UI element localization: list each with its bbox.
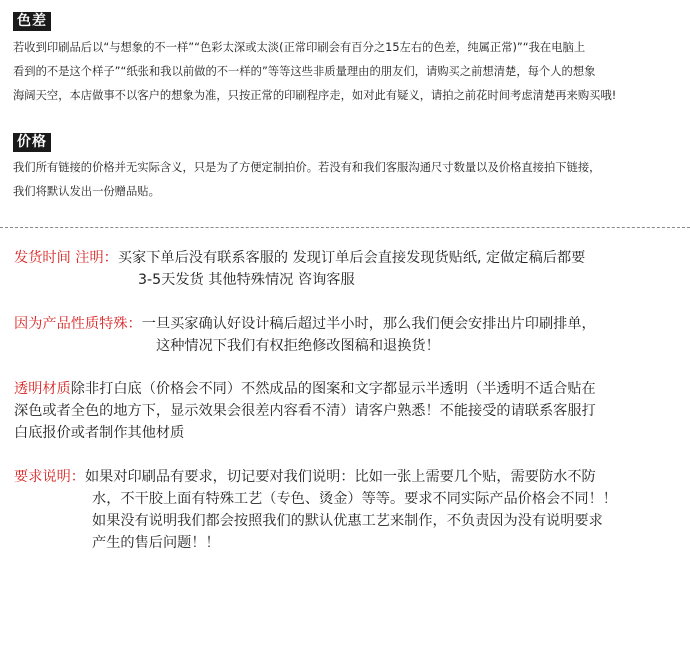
- color-difference-text: [13, 36, 685, 108]
- price-line: 我们所有链接的价格并无实际含义，只是为了方便定制拍价。若没有和我们客服沟通尺寸数量以及价格直接拍下链接，: [13, 161, 601, 174]
- transparent-line: 除非打白底（价格会不同）不然成品的图案和文字都显示半透明（半透明不适合贴在: [70, 381, 596, 397]
- dashed-divider: [0, 227, 690, 228]
- color-difference-tag: 色差: [13, 12, 51, 31]
- requirements-line: 产生的售后问题！！: [92, 535, 220, 551]
- requirements-line: 水，不干胶上面有特殊工艺（专色、烫金）等等。要求不同实际产品价格会不同！！: [92, 491, 617, 507]
- price-tag: 价格: [13, 133, 51, 152]
- requirements-line: 如果没有说明我们都会按照我们的默认优惠工艺来制作，不负责因为没有说明要求: [92, 513, 603, 529]
- shipping-label: 发货时间 注明：: [14, 250, 118, 266]
- color-difference-line: 看到的不是这个样子”“纸张和我以前做的不一样的”等等这些非质量理由的朋友们，请购买之前想清楚，每个人的想象: [13, 65, 596, 78]
- special-line: 一旦买家确认好设计稿后超过半小时，那么我们便会安排出片印刷排单，: [141, 316, 596, 332]
- requirements-line: 如果对印刷品有要求，切记要对我们说明：比如一张上需要几个贴，需要防水不防: [84, 469, 596, 485]
- transparent-line: 白底报价或者制作其他材质: [14, 425, 185, 441]
- color-difference-line: 若收到印刷品后以“与想象的不一样”“色彩太深或太淡(正常印刷会有百分之15左右的色差，纯属正常)”“我在电脑上: [13, 41, 586, 54]
- shipping-line: 3-5天发货 其他特殊情况 咨询客服: [138, 272, 355, 288]
- price-text: [13, 156, 685, 204]
- special-label: 因为产品性质特殊：: [14, 316, 142, 332]
- transparent-line: 深色或者全色的地方下，显示效果会很差内容看不清）请客户熟悉！不能接受的请联系客服打: [14, 403, 596, 419]
- color-difference-line: 海阔天空，本店做事不以客户的想象为准，只按正常的印刷程序走，如对此有疑义，请拍之前花时间考虑清楚再来购买哦!: [13, 89, 617, 102]
- requirements-label: 要求说明：: [14, 469, 85, 485]
- special-notice: [14, 313, 596, 357]
- price-line: 我们将默认发出一份赠品贴。: [13, 185, 160, 198]
- special-line: 这种情况下我们有权拒绝修改图稿和退换货！: [156, 338, 440, 354]
- shipping-line: 买家下单后没有联系客服的 发现订单后会直接发现货贴纸, 定做定稿后都要: [117, 250, 586, 266]
- requirements-notice: [14, 466, 617, 554]
- transparent-notice: [14, 378, 596, 444]
- shipping-notice: [14, 247, 585, 291]
- transparent-label: 透明材质: [14, 381, 71, 397]
